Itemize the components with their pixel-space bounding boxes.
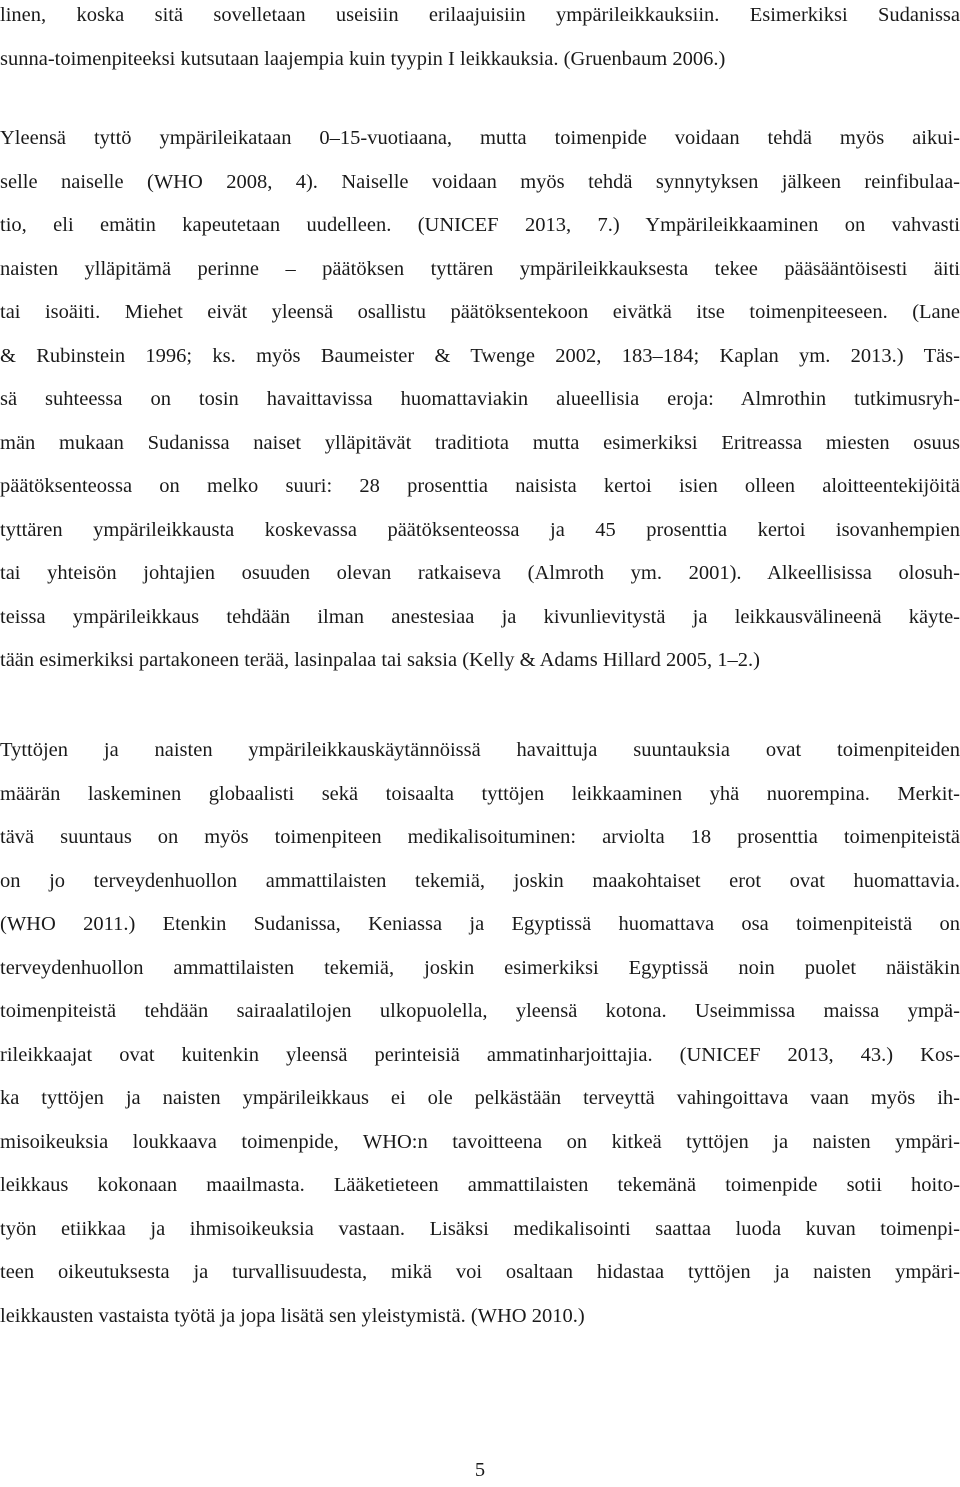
paragraph-2: [0, 123, 960, 689]
text-line: on jo terveydenhuollon ammattilaisten tekemiä, joskin maakohtaiset erot ovat huomattavia.: [0, 869, 960, 892]
text-line: (WHO 2011.) Etenkin Sudanissa, Keniassa ja Egyptissä huomattava osa toimenpiteistä on: [0, 913, 960, 935]
text-line: män mukaan Sudanissa naiset ylläpitävät traditiota mutta esimerkiksi Eritreassa miesten osuus: [0, 431, 960, 454]
text-line: rileikkaajat ovat kuitenkin yleensä perinteisiä ammatinharjoittajia. (UNICEF 2013, 43.) Kos-: [0, 1043, 960, 1066]
text-line: teen oikeutuksesta ja turvallisuudesta, mikä voi osaltaan hidastaa tyttöjen ja naisten ympäri-: [0, 1261, 960, 1283]
text-line: Tyttöjen ja naisten ympärileikkauskäytännöissä havaittuja suuntauksia ovat toimenpiteiden: [0, 739, 960, 761]
text-line: tään esimerkiksi partakoneen terää, lasinpalaa tai saksia (Kelly & Adams Hillard 2005, 1–2.): [0, 649, 760, 671]
text-line: sä suhteessa on tosin havaittavissa huomattaviakin alueellisia eroja: Almrothin tutkimusryh-: [0, 388, 960, 410]
paragraph-3: [0, 735, 960, 1344]
text-line: ka tyttöjen ja naisten ympärileikkaus ei ole pelkästään terveyttä vahingoittava vaan myös ih-: [0, 1087, 960, 1109]
text-line: päätöksenteossa on melko suuri: 28 prosenttia naisista kertoi isien olleen aloitteentekijöitä: [0, 475, 960, 497]
text-line: misoikeuksia loukkaava toimenpide, WHO:n tavoitteena on kitkeä tyttöjen ja naisten ympäri-: [0, 1130, 960, 1153]
text-line: & Rubinstein 1996; ks. myös Baumeister & Twenge 2002, 183–184; Kaplan ym. 2013.) Täs-: [0, 344, 960, 367]
text-line: määrän laskeminen globaalisti sekä toisaalta tyttöjen leikkaaminen yhä nuorempina. Merkit-: [0, 782, 960, 805]
text-line: Yleensä tyttö ympärileikataan 0–15-vuotiaana, mutta toimenpide voidaan tehdä myös aikui-: [0, 127, 960, 149]
text-line: tio, eli emätin kapeutetaan uudelleen. (UNICEF 2013, 7.) Ympärileikkaaminen on vahvasti: [0, 214, 960, 236]
text-line: leikkausten vastaista työtä ja jopa lisätä sen yleistymistä. (WHO 2010.): [0, 1304, 585, 1327]
text-line: leikkaus kokonaan maailmasta. Lääketieteen ammattilaisten tekemänä toimenpide sotii hoito-: [0, 1174, 960, 1196]
text-line: linen, koska sitä sovelletaan useisiin erilaajuisiin ympärileikkauksiin. Esimerkiksi Sudanissa: [0, 4, 960, 26]
page-number: 5: [474, 1459, 486, 1481]
paragraph-1: [0, 0, 960, 87]
text-line: tai yhteisön johtajien osuuden olevan ratkaiseva (Almroth ym. 2001). Alkeellisissa olosuh-: [0, 562, 960, 584]
text-line: sunna-toimenpiteeksi kutsutaan laajempia kuin tyypin I leikkauksia. (Gruenbaum 2006.): [0, 47, 726, 70]
text-line: tävä suuntaus on myös toimenpiteen medikalisoituminen: arviolta 18 prosenttia toimenpiteistä: [0, 826, 960, 848]
text-line: teissa ympärileikkaus tehdään ilman anestesiaa ja kivunlievitystä ja leikkausvälineenä käyte-: [0, 605, 960, 628]
text-line: työn etiikkaa ja ihmisoikeuksia vastaan. Lisäksi medikalisointi saattaa luoda kuvan toimenpi-: [0, 1217, 960, 1240]
text-line: tai isoäiti. Miehet eivät yleensä osallistu päätöksentekoon eivätkä itse toimenpiteeseen. (Lane: [0, 301, 960, 323]
text-line: toimenpiteistä tehdään sairaalatilojen ulkopuolella, yleensä kotona. Useimmissa maissa ympä-: [0, 1000, 960, 1022]
text-line: selle naiselle (WHO 2008, 4). Naiselle voidaan myös tehdä synnytyksen jälkeen reinfibulaa-: [0, 170, 960, 193]
text-line: naisten ylläpitämä perinne – päätöksen tyttären ympärileikkauksesta tekee pääsääntöisesti äiti: [0, 257, 960, 280]
text-line: terveydenhuollon ammattilaisten tekemiä, joskin esimerkiksi Egyptissä noin puolet näistäkin: [0, 956, 960, 979]
text-line: tyttären ympärileikkausta koskevassa päätöksenteossa ja 45 prosenttia kertoi isovanhempien: [0, 518, 960, 541]
